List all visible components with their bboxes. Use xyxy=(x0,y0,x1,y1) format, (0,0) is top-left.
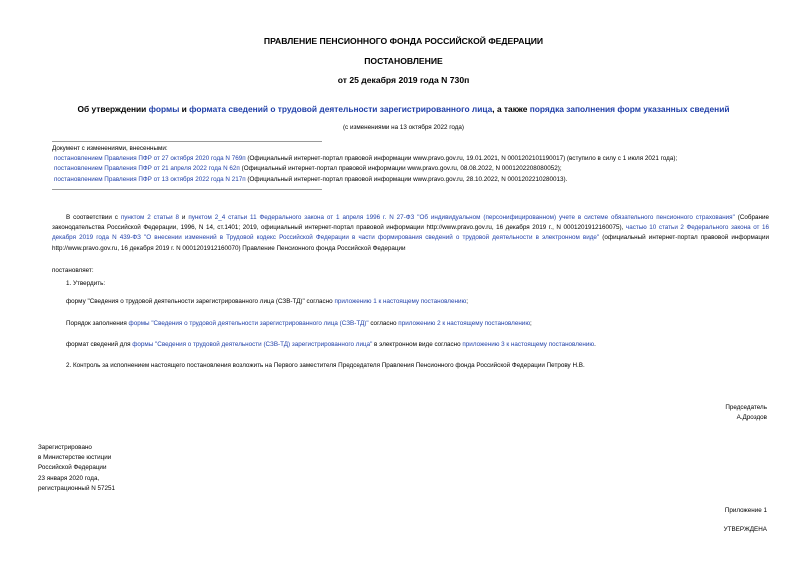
amendment-link[interactable]: постановлением Правления ПФР от 27 октября 2020 года N 769п xyxy=(54,155,246,163)
link-appendix-3[interactable]: приложению 3 к настоящему постановлению xyxy=(462,341,595,348)
item-text: форму "Сведения о трудовой деятельности зарегистрированного лица (СЗВ-ТД)" согласно xyxy=(66,298,335,305)
changes-note: (с изменениями на 13 октября 2022 года) xyxy=(342,124,465,131)
signature xyxy=(725,403,767,423)
item-text: ; xyxy=(530,320,532,327)
link-appendix-2[interactable]: приложению 2 к настоящему постановлению xyxy=(398,320,531,327)
amendments-intro: Документ с изменениями, внесенными: xyxy=(52,145,168,152)
preamble-link-27fz[interactable]: пунктом 2_4 статьи 11 Федерального закона от 1 апреля 1996 г. N 27-ФЗ "Об индивидуальном (персонифицированном) учете в системе обязательного пенсионного страхования" xyxy=(188,214,735,221)
title-text: , а также xyxy=(492,104,530,114)
preamble-text: (Собрание законодательства Российской Федерации, 1996, N 14, ст.1401; 2019, официальный интернет-портал правовой информации http://www.pravo.gov.ru, 16 декабря 2019 г., N 0001201912160075), xyxy=(52,214,769,232)
divider-bottom xyxy=(52,189,322,190)
resolves: постановляет: xyxy=(52,267,94,274)
divider-top xyxy=(52,141,322,142)
item-1c xyxy=(66,340,766,350)
title-text: Об утверждении xyxy=(77,104,149,114)
item-text: формат сведений для xyxy=(66,341,133,348)
registration-line: 23 января 2020 года, xyxy=(38,474,100,482)
item-2: 2. Контроль за исполнением настоящего постановления возложить на Первого заместителя Председателя Правления Пенсионного фонда Российской Федерации Петрову Н.В. xyxy=(66,362,585,369)
preamble-text: (официальный интернет-портал правовой информации http://www.pravo.gov.ru, 16 декабря 2019 г. N 0001201912160070) Правление Пенсионного фонда Российской Федерации xyxy=(52,234,769,252)
title-link-form[interactable]: формы xyxy=(148,104,180,114)
amendment-item xyxy=(52,175,772,185)
item-1a xyxy=(66,297,766,307)
registration-line: Российской Федерации xyxy=(38,464,107,472)
link-form-szv-td[interactable]: формы "Сведения о трудовой деятельности зарегистрированного лица (СЗВ-ТД)" xyxy=(128,320,369,327)
registration-line: регистрационный N 57251 xyxy=(38,484,116,492)
preamble-link-439fz[interactable]: частью 10 статьи 2 Федерального закона от 16 декабря 2019 года N 439-ФЗ "О внесении изменений в Трудовой кодекс Российской Федерации в части формирования сведений о трудовой деятельности в электронном виде" xyxy=(52,224,769,242)
item-1: 1. Утвердить: xyxy=(66,280,106,287)
amendment-link[interactable]: постановлением Правления ПФР от 21 апреля 2022 года N 62п xyxy=(54,165,240,173)
item-text: ; xyxy=(466,298,468,305)
link-form-szv-td-format[interactable]: формы "Сведения о трудовой деятельности (СЗВ-ТД) зарегистрированного лица" xyxy=(132,341,373,348)
title-link-order[interactable]: порядка заполнения форм указанных сведений xyxy=(529,104,730,114)
amendment-item xyxy=(52,164,772,174)
preamble-text: В соответствии с xyxy=(66,214,121,221)
amendment-text: (Официальный интернет-портал правовой информации www.pravo.gov.ru, 19.01.2021, N 0001202101190017) (вступило в силу с 1 июля 2021 года); xyxy=(245,155,678,163)
org-header: ПРАВЛЕНИЕ ПЕНСИОННОГО ФОНДА РОССИЙСКОЙ ФЕДЕРАЦИИ xyxy=(263,36,544,46)
item-text: Порядок заполнения xyxy=(66,320,129,327)
doc-type: ПОСТАНОВЛЕНИЕ xyxy=(364,56,443,66)
link-appendix-1[interactable]: приложению 1 к настоящему постановлению xyxy=(334,298,467,305)
preamble-text: и xyxy=(179,214,189,221)
item-1b xyxy=(66,319,766,329)
appendix-approved: УТВЕРЖДЕНА xyxy=(723,526,767,533)
preamble-link-art8[interactable]: пунктом 2 статьи 8 xyxy=(120,214,180,221)
item-text: в электронном виде согласно xyxy=(372,341,463,348)
registration-block xyxy=(38,443,115,494)
appendix-label: Приложение 1 xyxy=(724,507,767,514)
title-text: и xyxy=(179,104,190,114)
registration-line: в Министерстве юстиции xyxy=(38,454,112,462)
doc-title xyxy=(0,104,807,114)
preamble xyxy=(52,213,769,254)
amendment-item xyxy=(52,154,772,164)
item-text: . xyxy=(594,341,596,348)
amendments-block xyxy=(52,144,772,185)
doc-date-number: от 25 декабря 2019 года N 730п xyxy=(337,75,470,85)
registration-line: Зарегистрировано xyxy=(38,444,92,451)
title-link-format[interactable]: формата сведений о трудовой деятельности зарегистрированного лица xyxy=(189,104,493,114)
amendment-link[interactable]: постановлением Правления ПФР от 13 октября 2022 года N 217п xyxy=(54,175,246,183)
amendment-text: (Официальный интернет-портал правовой информации www.pravo.gov.ru, 28.10.2022, N 0001202210280013). xyxy=(245,175,568,183)
signature-role: Председатель xyxy=(725,404,767,411)
amendment-text: (Официальный интернет-портал правовой информации www.pravo.gov.ru, 08.08.2022, N 0001202208080052); xyxy=(239,165,562,173)
item-text: согласно xyxy=(368,320,399,327)
signature-name: А.Дроздов xyxy=(736,414,767,422)
